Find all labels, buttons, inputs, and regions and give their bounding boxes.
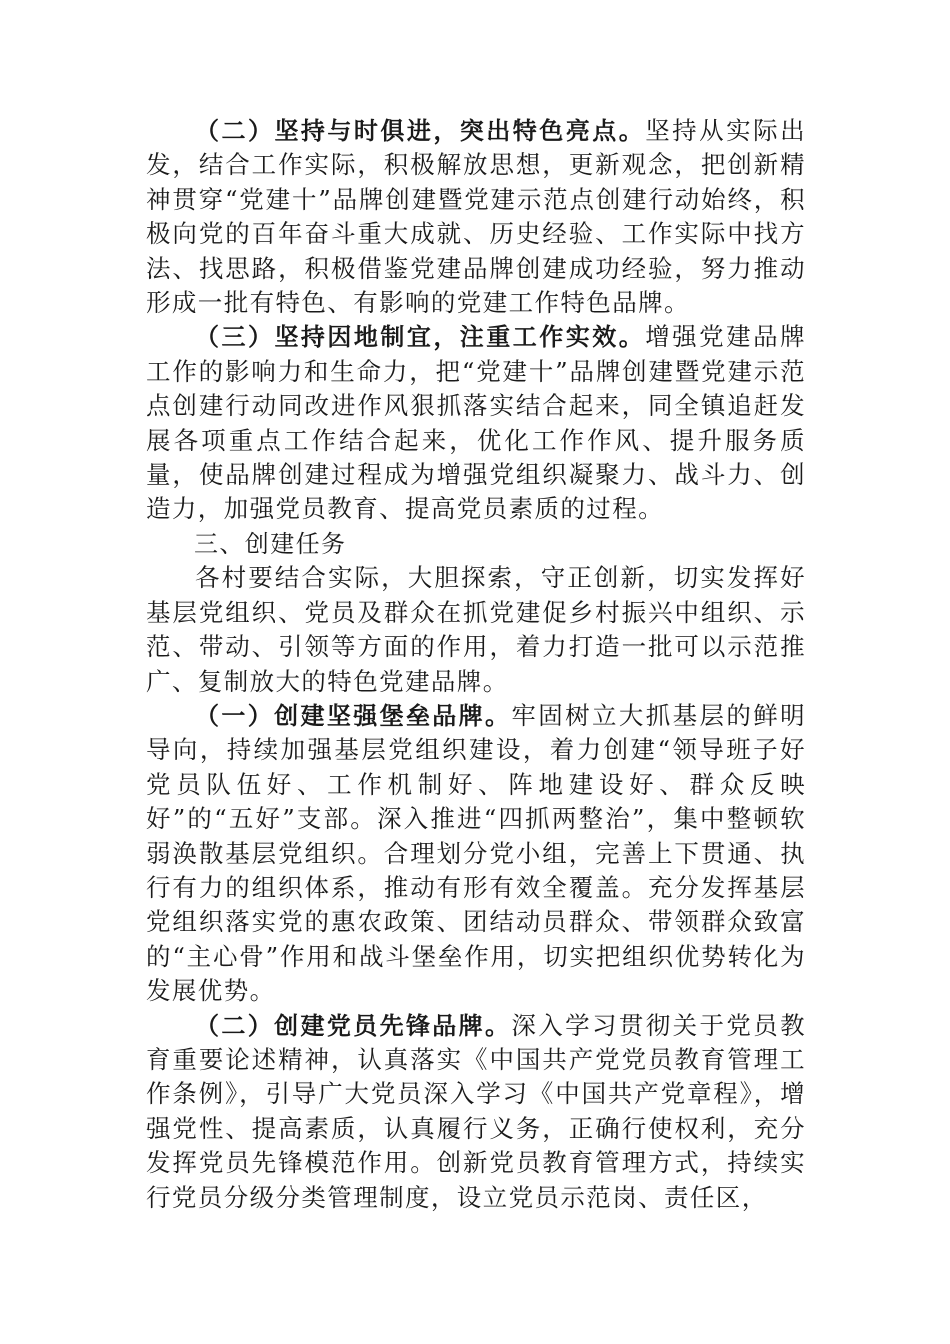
task-text-2: 深入学习贯彻关于党员教育重要论述精神，认真落实《中国共产党党员教育管理工作条例》，引导广大党员深入学习《中国共产党章程》，增强党性、提高素质，认真履行义务，正确行使权利，充分发挥党员先锋模范作用。创新党员教育管理方式，持续实行党员分级分类管理制度，设立党员示范岗、责任区， [146,1010,806,1212]
section-heading: 三、创建任务 [194,529,347,558]
principle-paragraph-2 [146,114,806,320]
section-intro: 各村要结合实际，大胆探索，守正创新，切实发挥好基层党组织、党员及群众在抓党建促乡村振兴中组织、示范、带动、引领等方面的作用，着力打造一批可以示范推广、复制放大的特色党建品牌。 [146,563,806,696]
task-paragraph-1 [146,699,806,1009]
task-paragraph-2 [146,1009,806,1215]
task-lead-2: （二）创建党员先锋品牌。 [195,1011,512,1040]
principle-lead-2: （二）坚持与时俱进，突出特色亮点。 [195,117,646,145]
principle-lead-3: （三）坚持因地制宜，注重工作实效。 [195,323,646,352]
principle-text-3: 增强党建品牌工作的影响力和生命力，把“党建十”品牌创建暨党建示范点创建行动同改进作风狠抓落实结合起来，同全镇追赶发展各项重点工作结合起来，优化工作作风、提升服务质量，使品牌创建过程成为增强党组织凝聚力、战斗力、创造力，加强党员教育、提高党员素质的过程。 [146,322,806,524]
task-lead-1: （一）创建坚强堡垒品牌。 [195,701,512,730]
task-text-1: 牢固树立大抓基层的鲜明导向，持续加强基层党组织建设，着力创建“领导班子好党员队伍好、工作机制好、阵地建设好、群众反映好”的“五好”支部。深入推进“四抓两整治”，集中整顿软弱涣散基层党组织。合理划分党小组，完善上下贯通、执行有力的组织体系，推动有形有效全覆盖。充分发挥基层党组织落实党的惠农政策、团结动员群众、带领群众致富的“主心骨”作用和战斗堡垒作用，切实把组织优势转化为发展优势。 [146,700,806,1006]
principle-text-2: 坚持从实际出发，结合工作实际，积极解放思想，更新观念，把创新精神贯穿“党建十”品牌创建暨党建示范点创建行动始终，积极向党的百年奋斗重大成就、历史经验、工作实际中找方法、找思路，积极借鉴党建品牌创建成功经验，努力推动形成一批有特色、有影响的党建工作特色品牌。 [146,116,806,318]
document-body [146,114,806,1215]
principle-paragraph-3 [146,320,806,526]
